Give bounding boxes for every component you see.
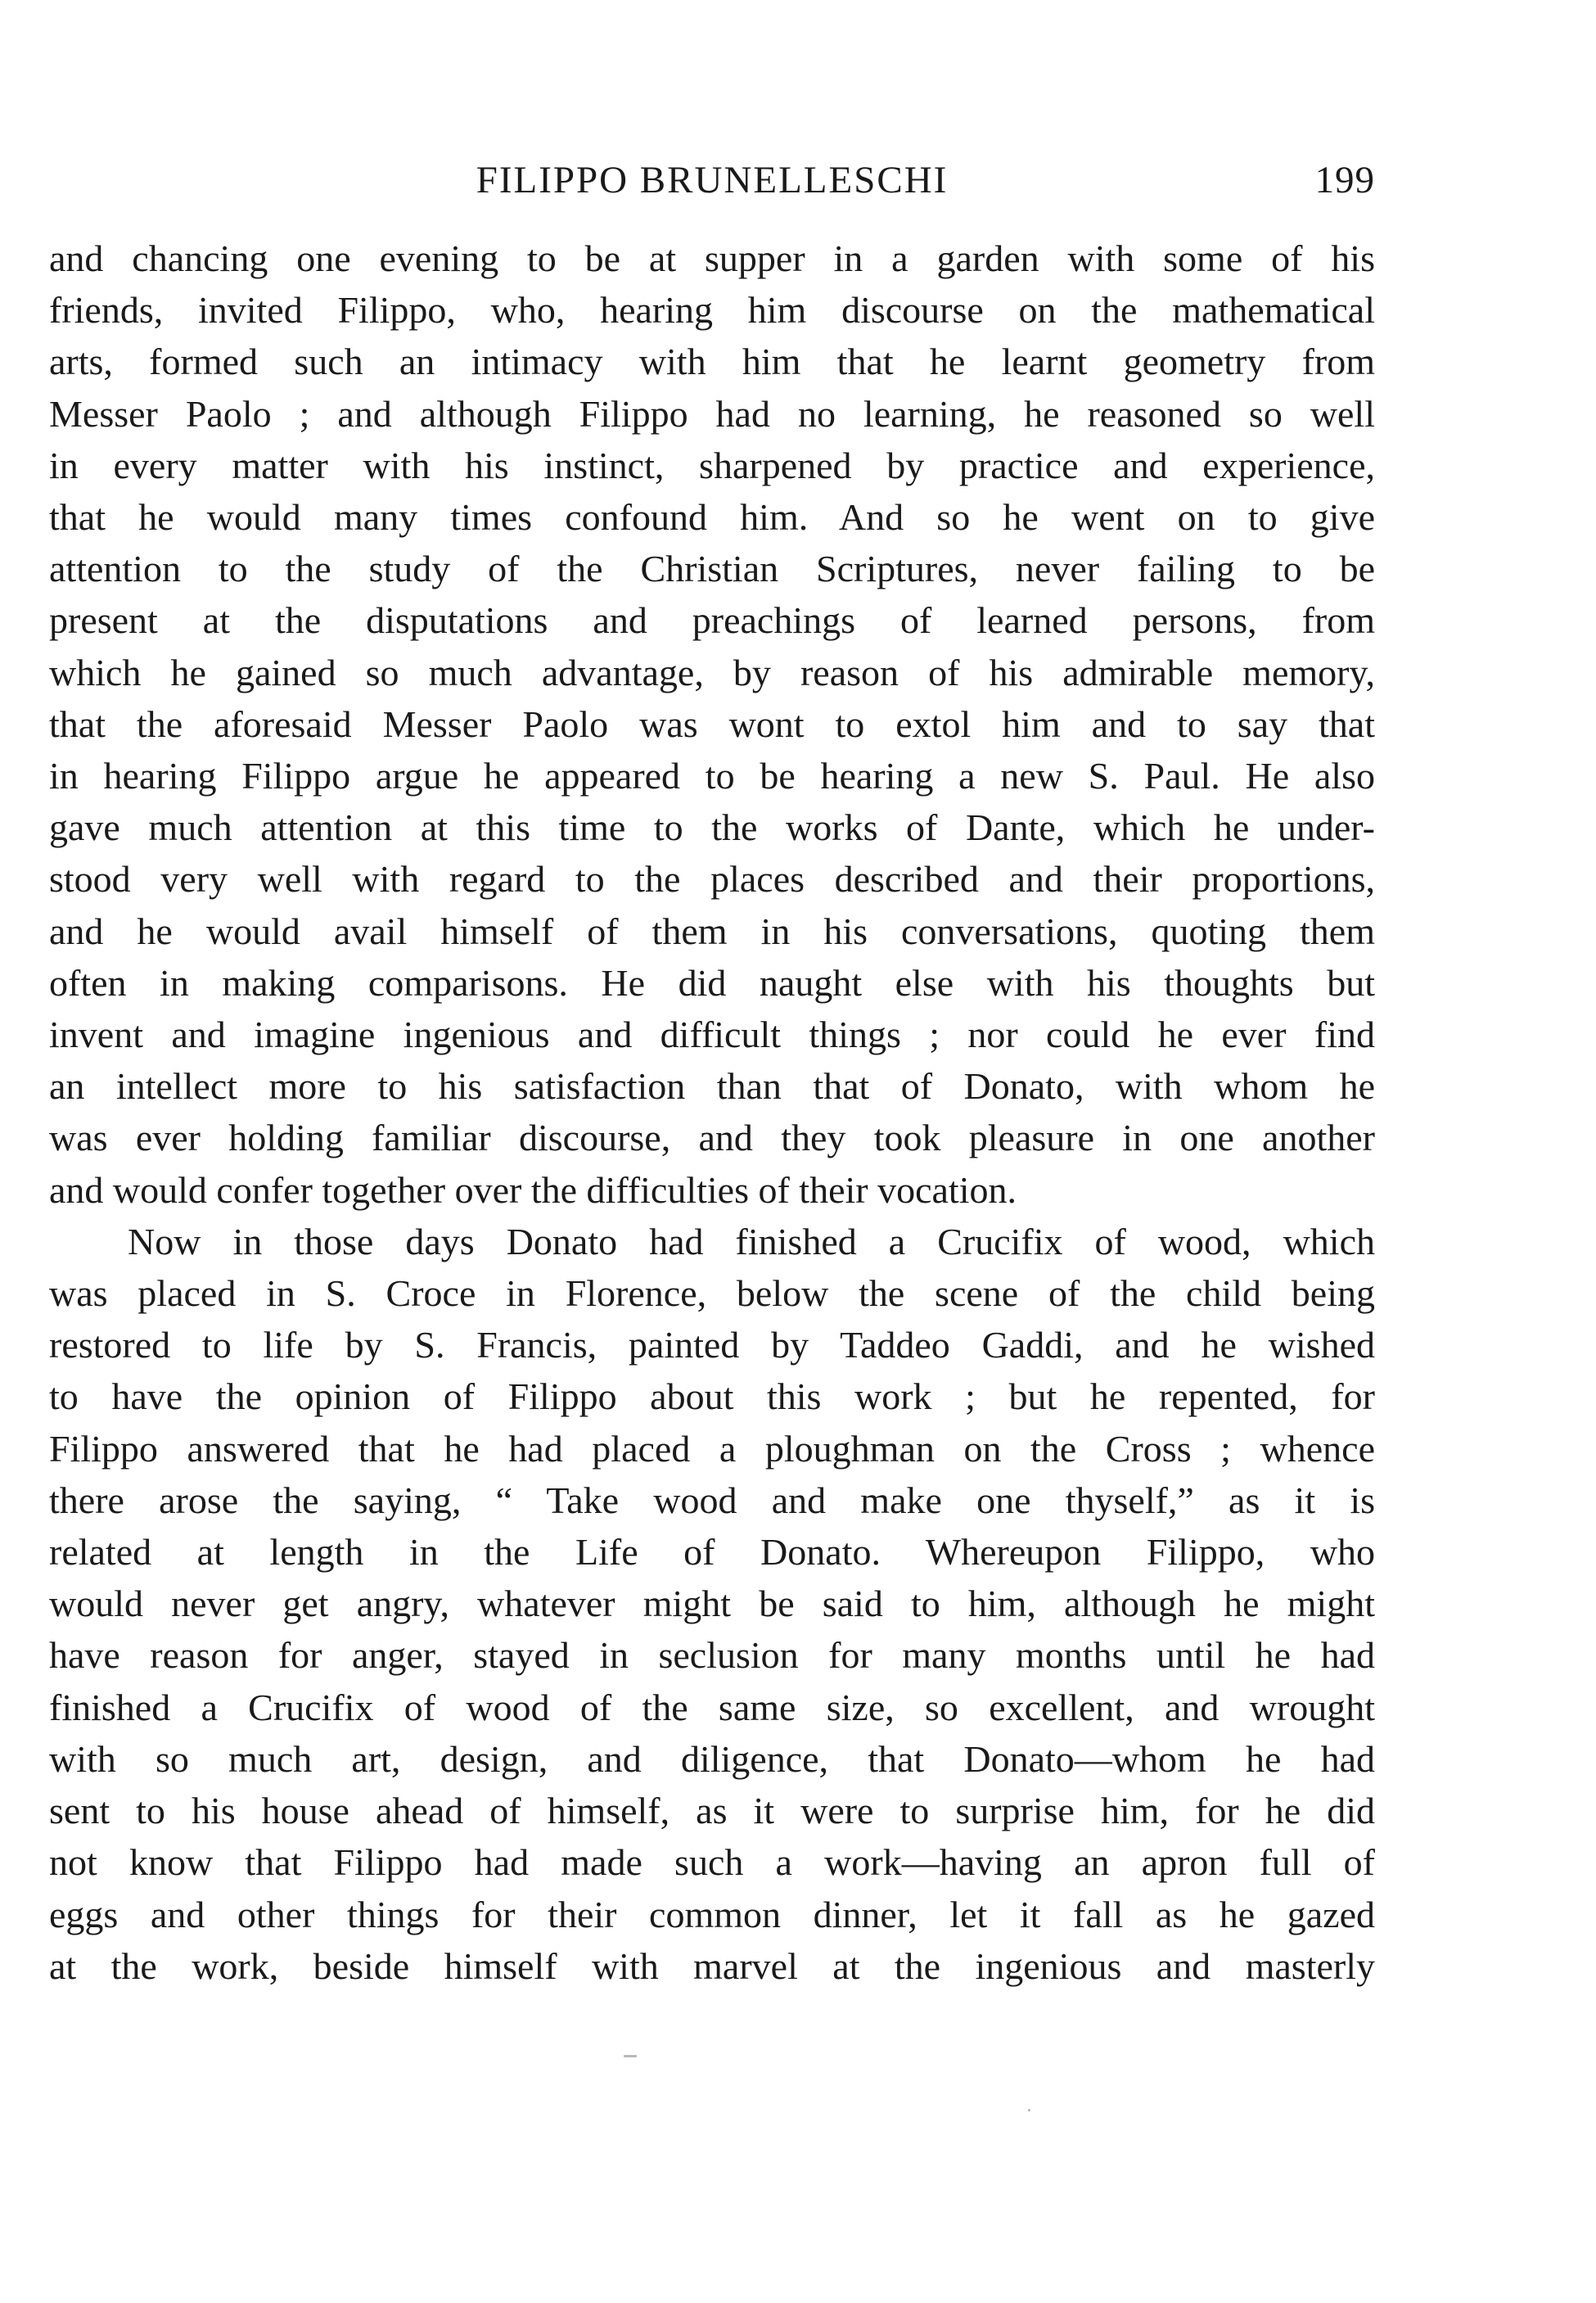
text-line: present at the disputations and preachings of learned persons, from xyxy=(49,599,1375,642)
text-line: and chancing one evening to be at supper in a garden with some of his xyxy=(49,237,1375,279)
paper-speck xyxy=(624,2055,637,2057)
text-line: to have the opinion of Filippo about this work ; but he repented, for xyxy=(49,1375,1375,1418)
text-line: attention to the study of the Christian Scriptures, never failing to be xyxy=(49,548,1375,590)
page-number: 199 xyxy=(1314,159,1375,201)
text-line: Filippo answered that he had placed a ploughman on the Cross ; whence xyxy=(49,1427,1375,1470)
paragraph-1 xyxy=(49,233,1375,1216)
text-line: and he would avail himself of them in his conversations, quoting them xyxy=(49,910,1375,952)
text-line: Messer Paolo ; and although Filippo had no learning, he reasoned so well xyxy=(49,392,1375,435)
text-line: there arose the saying, “ Take wood and make one thyself,” as it is xyxy=(49,1479,1375,1521)
text-line: that the aforesaid Messer Paolo was wont to extol him and to say that xyxy=(49,702,1375,745)
text-line: have reason for anger, stayed in seclusion for many months until he had xyxy=(49,1634,1375,1677)
text-line: not know that Filippo had made such a work—having an apron full of xyxy=(49,1841,1375,1884)
text-line: would never get angry, whatever might be said to him, although he might xyxy=(49,1583,1375,1625)
text-line: was placed in S. Croce in Florence, below the scene of the child being xyxy=(49,1272,1375,1315)
running-header xyxy=(49,156,1375,213)
text-line: related at length in the Life of Donato. Whereupon Filippo, who xyxy=(49,1531,1375,1574)
text-line: with so much art, design, and diligence, that Donato—whom he had xyxy=(49,1737,1375,1780)
text-line: invent and imagine ingenious and difficult things ; nor could he ever find xyxy=(49,1014,1375,1056)
text-line: which he gained so much advantage, by reason of his admirable memory, xyxy=(49,651,1375,693)
text-line: and would confer together over the difficulties of their vocation. xyxy=(49,1168,1017,1211)
paragraph-2 xyxy=(49,1216,1375,1992)
text-line: finished a Crucifix of wood of the same size, so excellent, and wrought xyxy=(49,1686,1375,1728)
text-line: was ever holding familiar discourse, and they took pleasure in one another xyxy=(49,1117,1375,1159)
text-line: gave much attention at this time to the works of Dante, which he under- xyxy=(49,806,1375,849)
text-line: an intellect more to his satisfaction than that of Donato, with whom he xyxy=(49,1065,1375,1108)
text-line: eggs and other things for their common dinner, let it fall as he gazed xyxy=(49,1893,1375,1935)
body-text xyxy=(49,233,1375,1992)
text-line: friends, invited Filippo, who, hearing him discourse on the mathematical xyxy=(49,289,1375,332)
text-line: in hearing Filippo argue he appeared to be hearing a new S. Paul. He also xyxy=(49,755,1375,797)
text-line: arts, formed such an intimacy with him that he learnt geometry from xyxy=(49,341,1375,383)
text-line: stood very well with regard to the places described and their proportions, xyxy=(49,858,1375,901)
text-line: that he would many times confound him. And so he went on to give xyxy=(49,496,1375,539)
text-line: restored to life by S. Francis, painted by Taddeo Gaddi, and he wished xyxy=(49,1324,1375,1366)
running-title: FILIPPO BRUNELLESCHI xyxy=(476,159,949,201)
text-line: Now in those days Donato had finished a Crucifix of wood, which xyxy=(128,1220,1375,1262)
text-line: sent to his house ahead of himself, as it were to surprise him, for he did xyxy=(49,1790,1375,1832)
text-line: in every matter with his instinct, sharpened by practice and experience, xyxy=(49,444,1375,486)
text-line: often in making comparisons. He did naught else with his thoughts but xyxy=(49,961,1375,1004)
paper-speck xyxy=(1028,2109,1030,2111)
text-line: at the work, beside himself with marvel at the ingenious and masterly xyxy=(49,1944,1375,1987)
